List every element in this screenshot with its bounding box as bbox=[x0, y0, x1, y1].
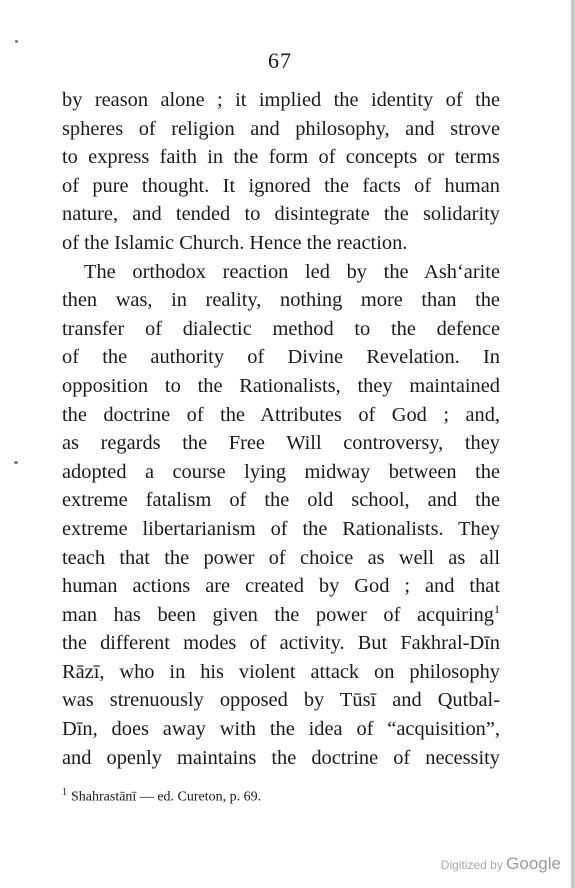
text-line: Rāzī, who in his violent attack on philosophy bbox=[62, 660, 500, 683]
text-line: opposition to the Rationalists, they maintained bbox=[62, 374, 500, 397]
text-line: transfer of dialectic method to the defence bbox=[62, 317, 500, 340]
text-line: nature, and tended to disintegrate the solidarity bbox=[62, 203, 500, 226]
text-line: to express faith in the form of concepts or terms bbox=[62, 146, 500, 169]
body-text bbox=[62, 86, 500, 772]
text-line: the different modes of activity. But Fakhral-Dīn bbox=[62, 632, 500, 655]
footnote-mark: 1 bbox=[62, 787, 67, 798]
text-line: as regards the Free Will controversy, they bbox=[62, 432, 500, 455]
text-line: teach that the power of choice as well as all bbox=[62, 546, 500, 569]
scan-speck bbox=[14, 461, 18, 464]
digitized-watermark bbox=[441, 854, 561, 874]
text-line: spheres of religion and philosophy, and strove bbox=[62, 117, 500, 140]
text-line: extreme libertarianism of the Rationalists. They bbox=[62, 517, 500, 540]
text-line: man has been given the power of acquiring$^1$ bbox=[62, 601, 500, 626]
text-line: was strenuously opposed by Tūsī and Qutbal- bbox=[62, 689, 500, 712]
text-line: Dīn, does away with the idea of “acquisition”, bbox=[62, 718, 500, 741]
text-line: by reason alone ; it implied the identity of the bbox=[62, 89, 500, 111]
text-line: the doctrine of the Attributes of God ; and, bbox=[62, 403, 500, 426]
text-line: then was, in reality, nothing more than the bbox=[62, 289, 500, 312]
watermark-prefix: Digitized by bbox=[440, 858, 503, 872]
text-line: of the authority of Divine Revelation. In bbox=[62, 346, 500, 369]
page-number: 67 bbox=[268, 48, 292, 73]
text-line: of pure thought. It ignored the facts of human bbox=[62, 174, 500, 197]
scan-speck bbox=[15, 40, 18, 43]
text-line: of the Islamic Church. Hence the reaction. bbox=[62, 231, 408, 254]
text-line: and openly maintains the doctrine of necessity bbox=[62, 746, 500, 769]
footnote bbox=[62, 787, 261, 806]
text-line: The orthodox reaction led by the Ash‘arite bbox=[84, 260, 500, 283]
footnote-reference: 1 bbox=[494, 601, 500, 616]
footnote-text: Shahrastānī — ed. Cureton, p. 69. bbox=[71, 789, 262, 805]
google-logo: Google bbox=[506, 854, 561, 873]
text-line: adopted a course lying midway between the bbox=[62, 460, 500, 483]
text-line: human actions are created by God ; and that bbox=[62, 575, 500, 598]
page-edge bbox=[571, 0, 575, 888]
text-line: extreme fatalism of the old school, and the bbox=[62, 489, 500, 512]
